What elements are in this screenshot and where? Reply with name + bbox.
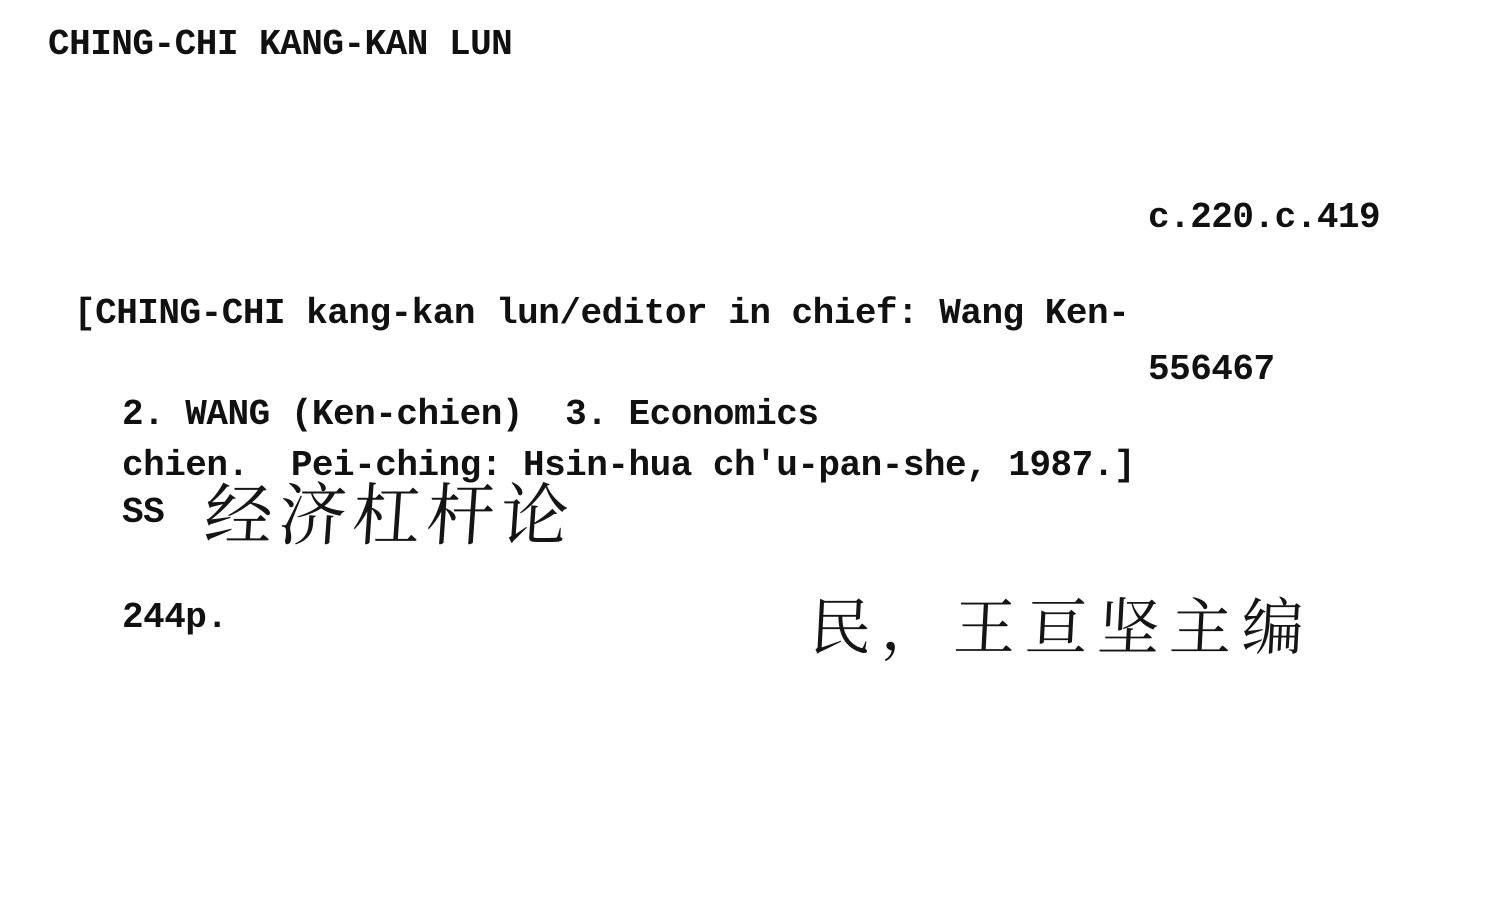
shelfmark-block (1148, 92, 1380, 496)
card-heading: CHING-CHI KANG-KAN LUN (48, 24, 513, 65)
entry-line-3: 244p. (122, 597, 228, 638)
entry-line-1: [CHING-CHI kang-kan lun/editor in chief: Wang Ken- (74, 293, 1130, 334)
handwritten-chinese-title: 经济杠杆论 (201, 477, 578, 556)
script-label: SS (122, 492, 165, 533)
subject-tracings: 2. WANG (Ken-chien) 3. Economics (122, 394, 819, 435)
handwritten-chinese-editor: 民，王亘坚主编 (807, 591, 1316, 664)
entry-line-2: chien. Pei-ching: Hsin-hua ch'u-pan-she, 1987.] (122, 445, 1135, 486)
accession-number: 556467 (1148, 349, 1275, 390)
shelfmark: c.220.c.419 (1148, 197, 1381, 238)
